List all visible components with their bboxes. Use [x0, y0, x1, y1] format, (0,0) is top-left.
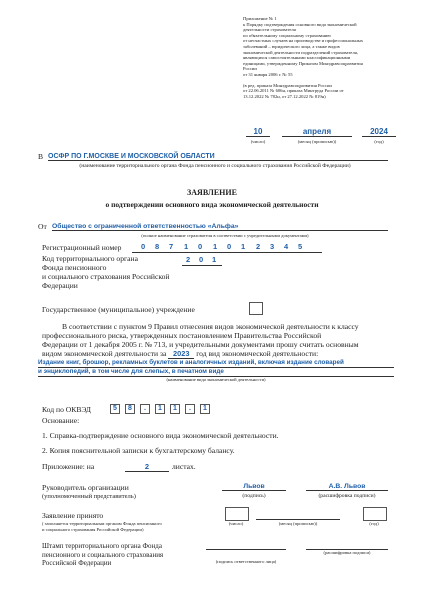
activity-line: и энциклопедий, в том числе для слепых, в печатном виде	[38, 368, 394, 377]
okved-digit[interactable]: 1	[170, 404, 180, 414]
body-paragraph	[42, 322, 392, 359]
head-label-line: Руководитель организации	[42, 483, 129, 492]
territorial-code-label-line: Код территориального органа	[42, 254, 138, 263]
head-name-caption: (расшифровка подписи)	[318, 493, 376, 499]
date-year[interactable]: 2024	[362, 127, 396, 137]
reg-digit[interactable]: 7	[169, 242, 174, 251]
accepted-caption-line: ( заполняется территориальным органом Фонда пенсионного	[42, 521, 162, 526]
from-field[interactable]: Общество с ограниченной ответственностью «Альфа»	[52, 223, 388, 231]
territorial-code-label	[42, 254, 192, 290]
activity-field[interactable]	[38, 359, 394, 377]
to-caption: (наименование территориального органа Фонда пенсионного и социального страхования Российской Федерации)	[79, 163, 351, 169]
reg-digit[interactable]: 2	[256, 242, 261, 251]
body-line: Федерации от 1 декабря 2005 г. № 713, и учредительными документами прошу считать основным	[42, 340, 359, 349]
okved-digit[interactable]: 1	[200, 404, 210, 414]
reg-digit[interactable]: 0	[141, 242, 146, 251]
date-year-caption: (год)	[374, 139, 384, 144]
appendix-line: являющихся самостоятельными классификационными	[243, 55, 351, 61]
okved-digit[interactable]: 5	[110, 404, 120, 414]
attachment-suffix: листах.	[172, 462, 196, 471]
appendix-line: экономической деятельности подразделений страхователя,	[243, 49, 358, 55]
appendix-line: заболеваний – юридического лица, а также видов	[243, 43, 340, 49]
reg-digit[interactable]: 3	[270, 242, 275, 251]
okved-label: Код по ОКВЭД	[42, 405, 91, 414]
appendix-line: от 31 января 2006 г. № 55	[243, 71, 293, 77]
accepted-caption-line: и социального страхования Российской Федерации)	[42, 526, 144, 532]
head-signature-field[interactable]: Львов	[222, 483, 286, 491]
stamp-label	[42, 542, 222, 568]
appendix-line: от несчастных случаев на производстве и профессиональных	[243, 38, 364, 44]
appendix-line: единицами, утвержденному Приказом Минздравсоцразвития	[243, 60, 363, 66]
municipal-label: Государственное (муниципальное) учреждение	[42, 305, 195, 314]
body-line: профессионального риска, утвержденных постановлением Правительства Российской	[42, 331, 322, 340]
body-line: В соответствии с пунктом 9 Правил отнесения видов экономической деятельности к классу	[62, 322, 359, 331]
from-prefix: От	[38, 222, 47, 231]
date-month-caption: (месяц (прописью))	[297, 139, 337, 144]
document-title: ЗАЯВЛЕНИЕ	[187, 188, 237, 197]
accepted-year-caption: (год)	[369, 521, 379, 526]
head-name-field[interactable]: А.В. Львов	[306, 483, 388, 491]
territorial-code-label-line: Федерации	[42, 281, 78, 290]
edition-line: от 22.06.2011 № 606н, приказа Минтруда России от	[243, 88, 344, 94]
reg-digit[interactable]: 1	[213, 242, 218, 251]
territorial-code-label-line: Фонда пенсионного	[42, 263, 107, 272]
body-last-line-after: год вид экономической деятельности:	[196, 349, 319, 358]
appendix-line: по обязательному социальному страхованию	[243, 32, 331, 38]
basis-label: Основание:	[42, 416, 80, 425]
okved-digit[interactable]: 8	[125, 404, 135, 414]
reg-digit[interactable]: 1	[184, 242, 189, 251]
activity-line: Издание книг, брошюр, рекламных буклетов и аналогичных изданий, включая издание словарей	[38, 359, 394, 368]
from-caption: (полное наименование страхователя в соответствии с учредительными документами)	[141, 233, 309, 238]
date-month[interactable]: апреля	[282, 127, 352, 137]
appendix-block	[243, 16, 413, 99]
territorial-code-label-line: и социального страхования Российской	[42, 272, 170, 281]
reg-digit[interactable]: 5	[298, 242, 303, 251]
appendix-line: России	[243, 66, 257, 72]
head-signature-caption: (подпись)	[242, 493, 266, 499]
reg-digit[interactable]: 1	[241, 242, 246, 251]
okved-digit[interactable]: 1	[155, 404, 165, 414]
activity-caption: (наименование вида экономической деятельности)	[166, 377, 266, 382]
reg-number-label: Регистрационный номер	[42, 243, 122, 252]
stamp-label-line: Российской Федерации	[42, 559, 112, 567]
appendix-line: Приложение № 1	[243, 16, 277, 21]
edition-line: 13.12.2022 № 782н, от 27.12.2022 № 819н)	[243, 93, 326, 99]
territorial-digit[interactable]: 0	[199, 255, 204, 264]
municipal-checkbox[interactable]	[249, 302, 263, 315]
accepted-day-caption: (число)	[228, 521, 244, 526]
date-day-caption: (число)	[250, 139, 266, 144]
okved-separator: .	[140, 404, 150, 414]
date-day[interactable]: 10	[246, 127, 270, 137]
to-field[interactable]: ОСФР ПО Г.МОСКВЕ И МОСКОВСКОЙ ОБЛАСТИ	[48, 153, 388, 161]
okved-separator: .	[185, 404, 195, 414]
reg-digit[interactable]: 0	[227, 242, 232, 251]
year-field[interactable]: 2023	[168, 349, 194, 359]
accepted-caption	[42, 521, 222, 532]
basis-item: 1. Справка-подтверждение основного вида экономической деятельности.	[42, 431, 279, 440]
accepted-month-caption: (месяц (прописью))	[278, 521, 318, 526]
accepted-month-line[interactable]	[256, 507, 340, 520]
head-label	[42, 483, 136, 501]
stamp-label-line: пенсионного и социального страхования	[42, 550, 164, 559]
document-subtitle: о подтверждении основного вида экономической деятельности	[105, 200, 319, 209]
reg-digit[interactable]: 8	[155, 242, 160, 251]
stamp-signature-line[interactable]	[206, 546, 286, 550]
territorial-digit[interactable]: 2	[186, 255, 191, 264]
basis-item: 2. Копия пояснительной записки к бухгалтерскому балансу.	[42, 446, 235, 455]
attachment-count[interactable]: 2	[125, 462, 169, 472]
body-last-line-before: видом экономической деятельности за	[42, 349, 167, 358]
to-prefix: В	[38, 152, 44, 161]
stamp-signature-caption: (подпись ответственного лица)	[215, 559, 277, 564]
stamp-name-caption: (расшифровка подписи)	[323, 550, 371, 555]
accepted-year-box[interactable]	[363, 507, 387, 521]
reg-digit[interactable]: 0	[198, 242, 203, 251]
attachment-label: Приложение: на	[42, 462, 95, 471]
body-last-line	[42, 349, 392, 359]
head-label-line: (уполномоченный представитель)	[42, 493, 136, 500]
territorial-digit[interactable]: 1	[212, 255, 217, 264]
reg-digit[interactable]: 4	[284, 242, 289, 251]
appendix-line: к Порядку подтверждения основного вида экономической	[243, 21, 357, 27]
stamp-label-line: Штамп территориального органа Фонда	[42, 542, 162, 550]
edition-line: (в ред. приказа Минздравсоцразвития России	[243, 82, 332, 88]
accepted-label: Заявление принято	[42, 511, 104, 520]
appendix-line: деятельности страхователя	[243, 27, 296, 33]
accepted-day-box[interactable]	[225, 507, 249, 521]
